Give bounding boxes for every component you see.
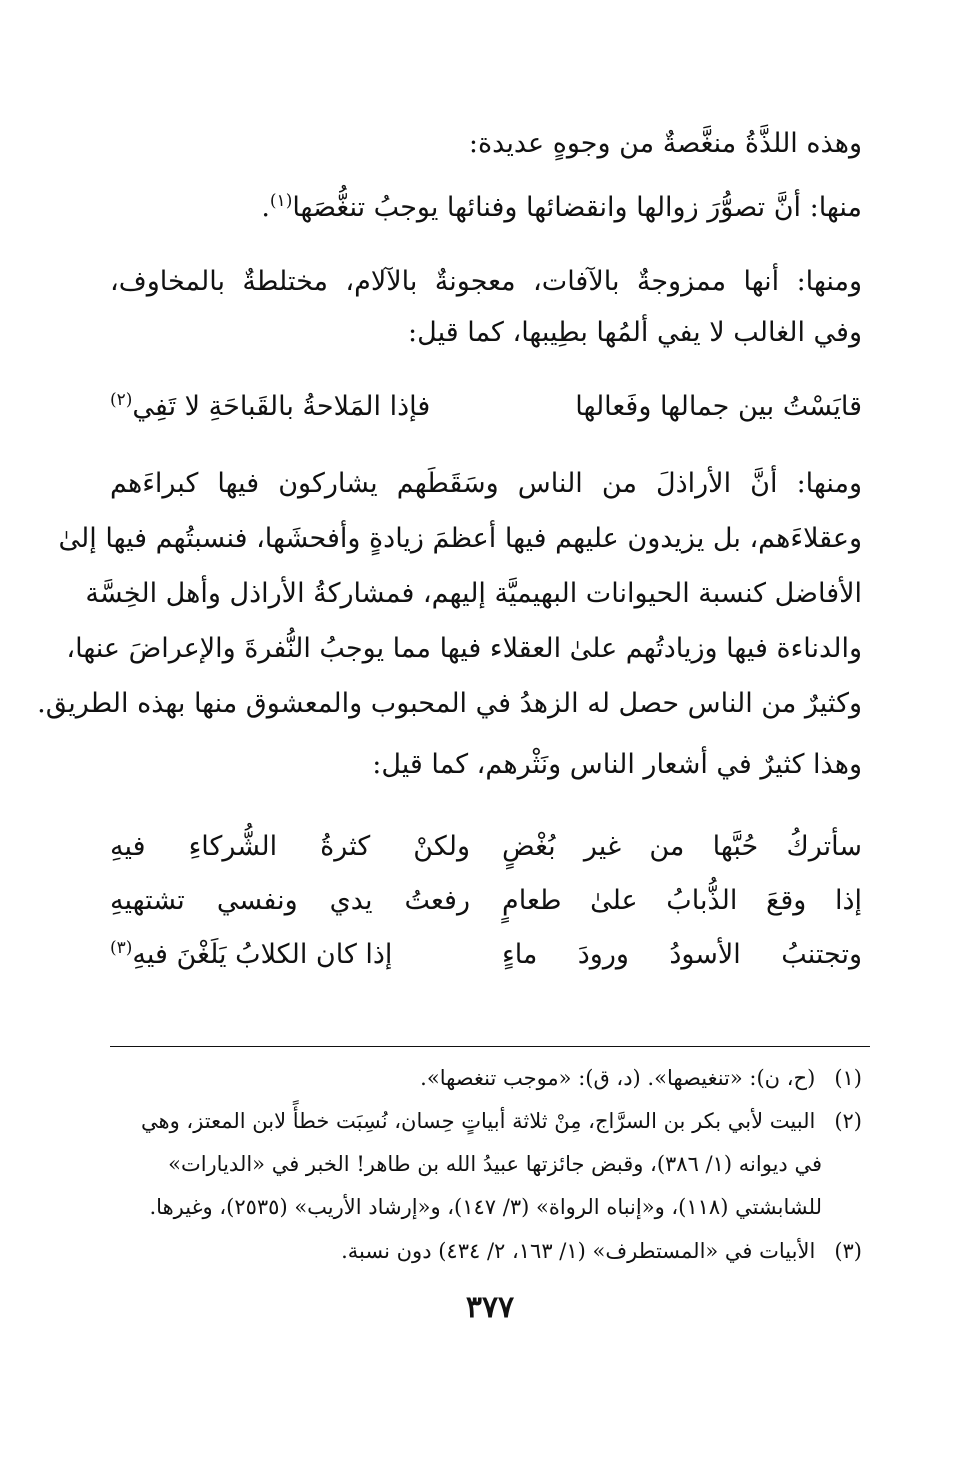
paragraph-1: منها: أنَّ تصوُّرَ زوالها وانقضائها وفنائها يوجبُ تنغُّصَها$^{(١)}$. [261,191,862,223]
intro-line: وهذه اللذَّةُ منغَّصةٌ من وجوهٍ عديدة: [468,128,862,159]
paragraph-3-line-2: وعقلاءَهم، بل يزيدون عليهم فيها أعظمَ زيادةٍ وأفحشَها، فنسبتُهم فيها إلىٰ [58,523,862,554]
footnote-ref-1: (١) [269,191,293,211]
footnote-1-number: (١) [834,1066,862,1090]
paragraph-1-text: منها: أنَّ تصوُّرَ زوالها وانقضائها وفنائها يوجبُ تنغُّصَها [292,192,862,223]
paragraph-3-line-4: والدناءة فيها وزيادتُهم علىٰ العقلاء فيها مما يوجبُ النُّفرةَ والإعراضَ عنها، [66,633,862,664]
verse-4-second-hemistich [110,934,470,976]
verse-4-second-text: إذا كان الكلابُ يَلَغْنَ فيهِ [132,939,393,970]
page-number: ٣٧٧ [465,1290,515,1325]
verse-1-second-hemistich [110,386,505,428]
verse-3-first-hemistich: إذا وقعَ الذُّبابُ علىٰ طعامٍ [502,885,862,916]
verse-3 [110,880,862,922]
verse-4 [110,934,862,976]
footnote-3-text: الأبيات في «المستطرف» (١/ ١٦٣، ٢/ ٤٣٤) دون نسبة. [341,1239,816,1263]
paragraph-2-line-1: ومنها: أنها ممزوجةٌ بالآفات، معجونةٌ بالآلام، مختلطةٌ بالمخاوف، [110,266,862,297]
verse-4-first-hemistich: وتجتنبُ الأسودُ ورودَ ماءٍ [502,939,862,970]
footnote-2-line-2: في ديوانه (١/ ٣٨٦)، وقبض جائزتها عبيدُ الله بن طاهر! الخبر في «الديارات» [168,1152,822,1176]
verse-3-second-hemistich: رفعتُ يدي ونفسي تشتهيهِ [110,885,470,916]
footnote-2-line-1 [110,1104,862,1138]
verse-1-first-hemistich: قايَسْتُ بين جمالها وفَعالها [575,391,862,422]
footnote-2-line-3: للشابشتي (١١٨)، و«إنباه الرواة» (٣/ ١٤٧)، و«إرشاد الأريب» (٢٥٣٥)، وغيرها. [149,1195,822,1219]
verse-2 [110,826,862,868]
footnote-2-text-1: البيت لأبي بكر بن السرَّاج، مِنْ ثلاثة أبياتٍ حِسان، نُسِبَت خطأً لابن المعتز، وهي [141,1109,816,1133]
verse-2-first-hemistich: سأتركُ حُبَّها من غير بُغْضٍ [502,831,862,862]
verse-1-second-text: فإذا المَلاحةُ بالقَباحَةِ لا تَفِي [132,391,431,422]
verse-2-second-hemistich: ولكنْ كثرةُ الشُّركاءِ فيهِ [110,831,470,862]
verse-1 [110,386,862,428]
footnote-1 [110,1061,862,1095]
footnote-3-number: (٣) [834,1239,862,1263]
footnote-2-number: (٢) [834,1109,862,1133]
footnote-separator [110,1046,870,1047]
footnote-ref-3: (٣) [110,938,133,958]
paragraph-2-line-2: وفي الغالب لا يفي ألمُها بطِيبها، كما قيل: [408,317,862,348]
footnote-3 [110,1234,862,1268]
paragraph-3-line-1: ومنها: أنَّ الأراذلَ من الناس وسَقَطَهم يشاركون فيها كبراءَهم [110,468,862,499]
paragraph-3-line-3: الأفاضل كنسبة الحيوانات البهيميَّة إليهم، فمشاركةُ الأراذل وأهل الخِسَّة [85,578,862,609]
footnote-1-text: (ح، ن): «تنغيصها». (د، ق): «موجب تنغصها». [420,1066,816,1090]
paragraph-3-line-5: وكثيرٌ من الناس حصل له الزهدُ في المحبوب والمعشوق منها بهذه الطريق. [37,688,862,719]
footnote-ref-2: (٢) [110,390,133,410]
paragraph-4: وهذا كثيرٌ في أشعار الناس ونَثْرهم، كما قيل: [372,749,862,780]
